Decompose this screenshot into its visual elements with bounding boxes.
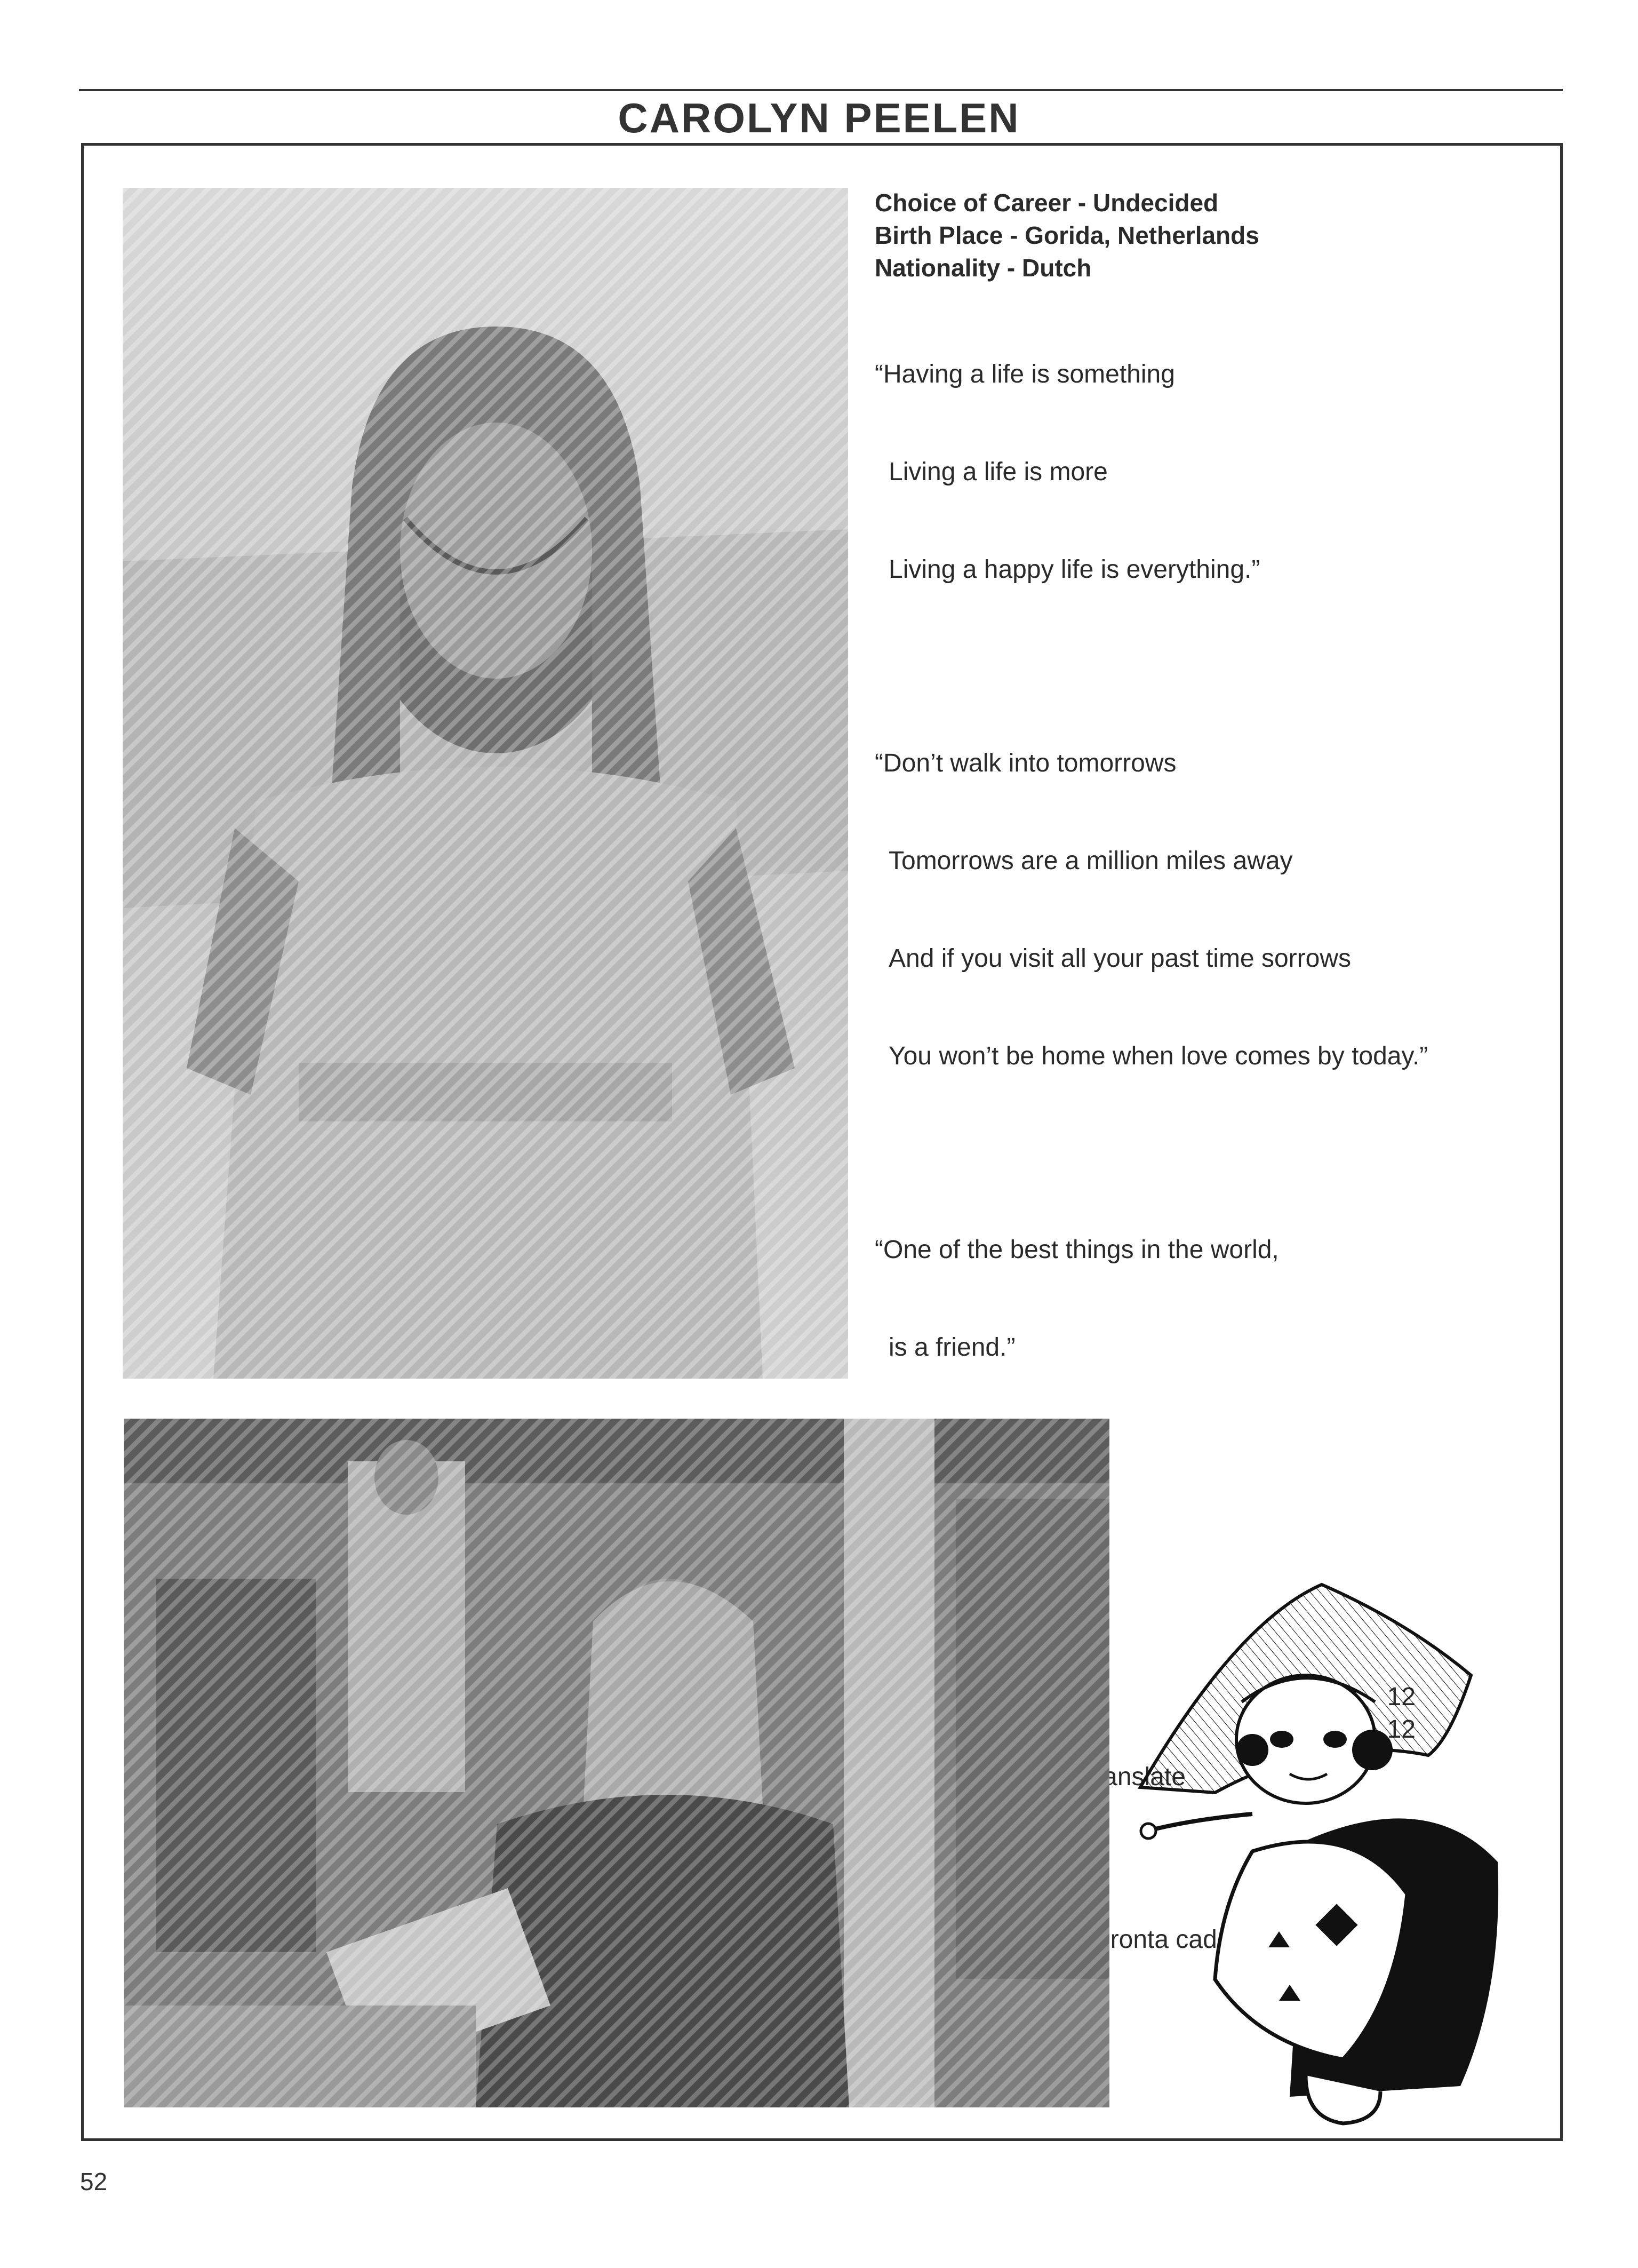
quote-line: “Having a life is something — [875, 360, 1175, 388]
page-title: CAROLYN PEELEN — [618, 94, 1020, 141]
dutch-girl-illustration — [1130, 1563, 1503, 2137]
remark-text: apronta cada — [1082, 1925, 1232, 1954]
facts-block — [875, 187, 1536, 284]
birthplace-fact: Birth Place - Gorida, Netherlands — [875, 221, 1259, 249]
quote-line: And if you visit all your past time sorrows — [889, 944, 1351, 973]
candid-photo — [124, 1419, 1109, 2107]
remark-text: translate — [1087, 1763, 1186, 1791]
page-number: 52 — [80, 2168, 108, 2195]
quote-line: Living a life is more — [889, 458, 1108, 486]
quote-line: Tomorrows are a million miles away — [889, 847, 1293, 875]
quote-line: “One of the best things in the world, — [875, 1236, 1279, 1264]
quote-life — [875, 293, 1536, 651]
quote-tomorrows — [875, 682, 1536, 1137]
quote-friend — [875, 1168, 1536, 1429]
quote-line: “Don’t walk into tomorrows — [875, 749, 1177, 777]
portrait-photo — [123, 188, 848, 1379]
career-fact: Choice of Career - Undecided — [875, 189, 1219, 217]
quote-line: You won’t be home when love comes by today.” — [889, 1042, 1428, 1070]
nationality-fact: Nationality - Dutch — [875, 254, 1092, 282]
quote-line: Living a happy life is everything.” — [889, 555, 1260, 584]
header-rule — [79, 89, 1563, 91]
quote-line: is a friend.” — [889, 1333, 1016, 1362]
